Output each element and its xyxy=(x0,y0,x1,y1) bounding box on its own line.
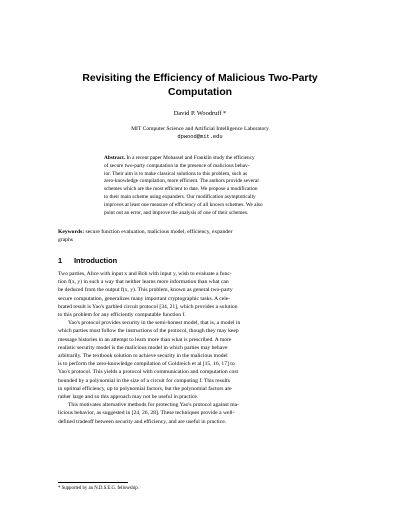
abstract-line: ior. Their aim is to make classical solutions to this problem, such as xyxy=(104,170,248,177)
keywords-label: Keywords: xyxy=(58,229,85,235)
body-paragraph xyxy=(58,319,342,401)
body-line: arbitrarily. The textbook solution to achieve security in the malicious model xyxy=(58,353,228,360)
keywords-line: graphs xyxy=(58,237,73,243)
body-line: be deduced from the output f(x, y). This problem, known as general two-party xyxy=(58,287,233,294)
body-text xyxy=(58,270,342,426)
abstract xyxy=(104,155,296,217)
body-line: to this problem for any efficiently computable function f. xyxy=(58,312,186,319)
body-line: in optimal efficiency, up to polynomial factors, but the polynomial factors are xyxy=(58,385,232,392)
author-affiliation: MIT Computer Science and Artificial Intelligence Laboratory xyxy=(131,126,269,132)
abstract-line: schemes which are the most efficient to date. We propose a modification xyxy=(104,186,258,193)
body-line: secure computation, generalizes many important cryptographic tasks. A cele- xyxy=(58,295,231,302)
body-paragraph xyxy=(58,270,342,319)
body-line: rather large and so this approach may not be useful in practice. xyxy=(58,394,199,401)
body-line: Yao's protocol provides security in the semi-honest model, that is, a model in xyxy=(68,320,241,327)
body-line: bounded by a polynomial in the size of a circuit for computing f. This results xyxy=(58,377,230,384)
abstract-line: to their main scheme using expanders. Our modification asymptotically xyxy=(104,193,256,200)
abstract-line: zero-knowledge compilation, more efficient. The authors provide several xyxy=(104,178,259,185)
author-name: David P. Woodruff * xyxy=(173,110,227,117)
body-line: realistic security model is the malicious model in which parties may behave xyxy=(58,344,228,351)
body-line: tion f(x, y) in such a way that neither learns more information than what can xyxy=(58,279,229,286)
title-line-2: Computation xyxy=(167,87,233,98)
abstract-line: of secure two-party computation in the presence of malicious behav- xyxy=(104,162,250,169)
abstract-line: point out an error, and improve the analysis of one of their schemes. xyxy=(104,209,249,216)
abstract-line: improves at least one measure of efficiency of all known schemes. We also xyxy=(104,201,263,208)
body-paragraph xyxy=(58,401,342,426)
body-line: brated result is Yao's garbled circuit protocol [34, 21], which provides a solution xyxy=(58,303,238,310)
body-line: Two parties, Alice with input x and Bob with input y, wish to evaluate a func- xyxy=(58,271,232,277)
author-email: dpwood@mit.edu xyxy=(177,134,223,140)
body-line: which parties must follow the instructions of the protocol, though they may keep xyxy=(58,328,239,335)
abstract-line: Abstract. In a recent paper Mohassel and Franklin study the efficiency xyxy=(104,155,255,161)
keywords-line: Keywords: secure function evaluation, malicious model, efficiency, expander xyxy=(58,229,233,235)
section-number: 1 xyxy=(58,256,63,265)
body-line: message histories in an attempt to learn more than what is prescribed. A more xyxy=(58,336,232,343)
body-line: licious behavior, as suggested in [24, 26, 28]. These techniques provide a well- xyxy=(58,410,235,417)
body-line: defined tradeoff between security and efficiency, and are useful in practice. xyxy=(58,418,227,425)
footnote: * Supported by an N.D.S.E.G. fellowship. xyxy=(58,486,139,491)
body-line: Yao's protocol. This yields a protocol with communication and computation cost xyxy=(58,369,239,376)
body-line: is to perform the zero-knowledge compilation of Goldreich et al [15, 16, 17] to xyxy=(58,361,235,368)
section-title: Introduction xyxy=(74,256,118,265)
body-line: This motivates alternative methods for protecting Yao's protocol against ma- xyxy=(68,402,239,409)
footnote-rule xyxy=(58,482,128,483)
paper-title xyxy=(60,72,340,100)
section-heading xyxy=(58,256,117,265)
title-line-1: Revisiting the Efficiency of Malicious Two-Party xyxy=(82,73,318,84)
keywords xyxy=(58,228,342,244)
abstract-label: Abstract. xyxy=(104,155,126,161)
